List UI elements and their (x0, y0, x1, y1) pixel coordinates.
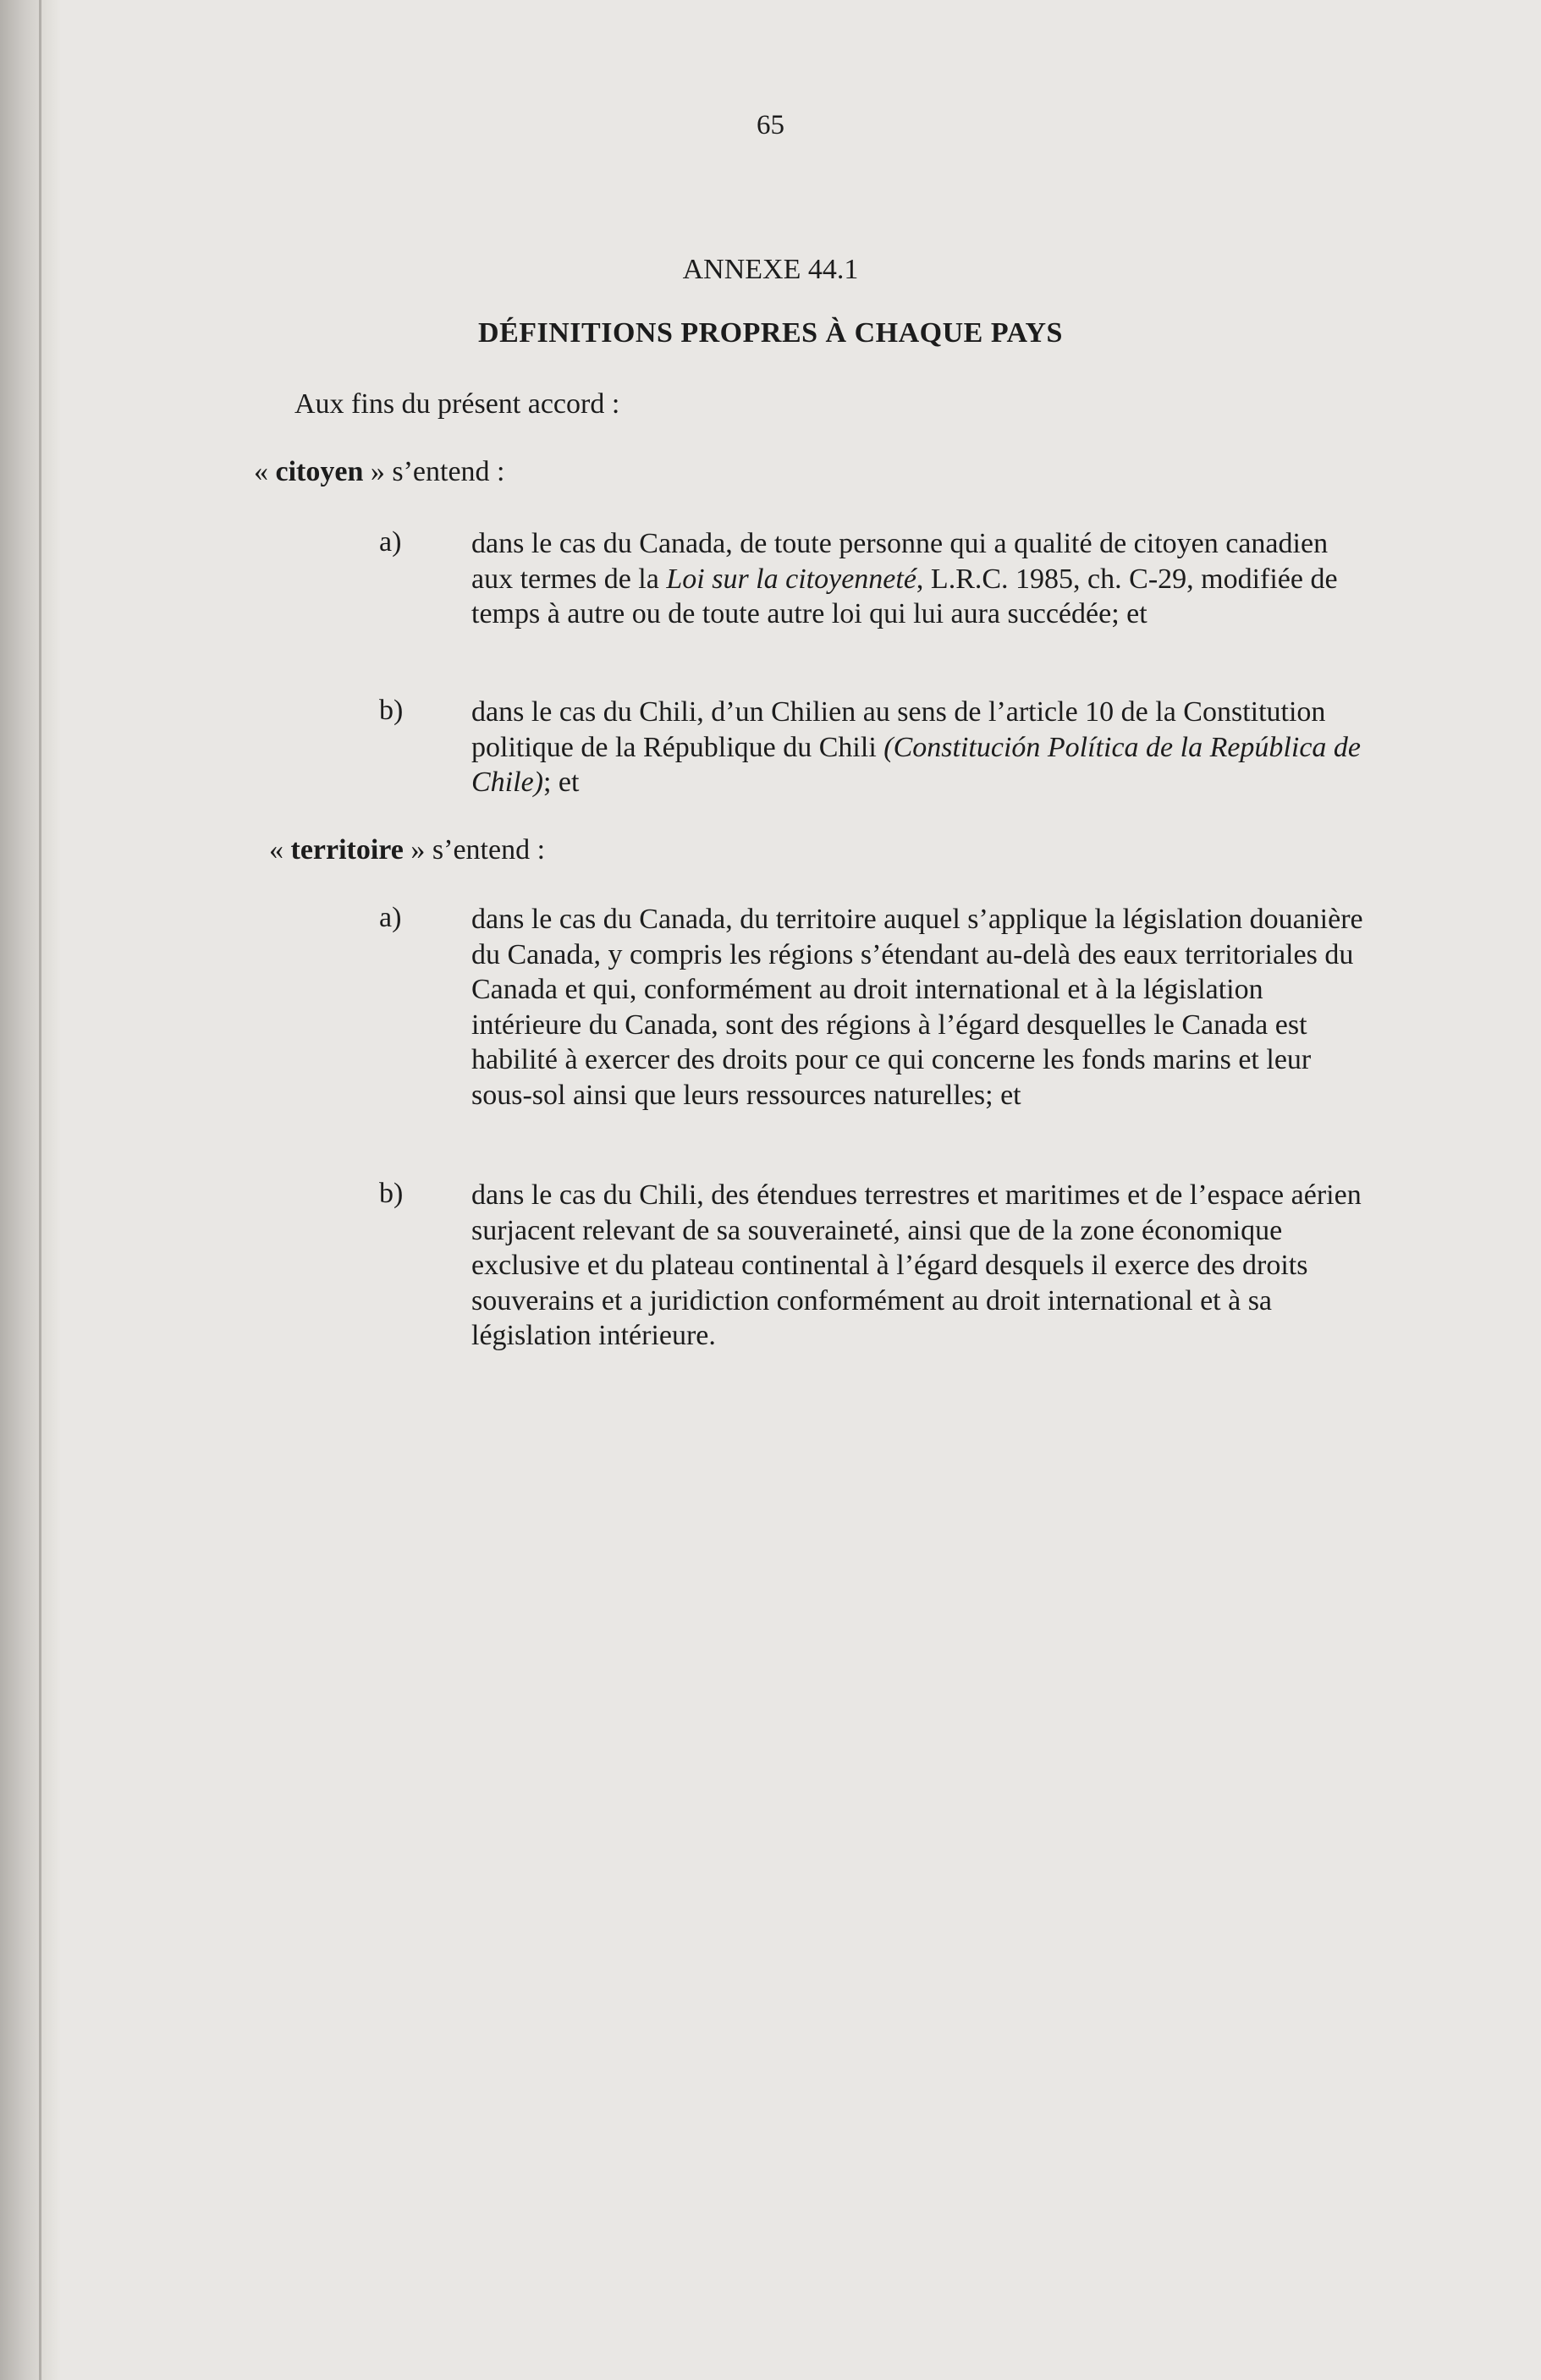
book-binding-shadow (0, 0, 61, 2380)
close-quote: » (403, 834, 426, 866)
close-quote: » (363, 456, 385, 487)
definition-item-text (471, 526, 1367, 632)
definition-item-text: dans le cas du Canada, du territoire auquel s’applique la législation douanière du Canada, y compris les régions s’étendant au-delà des eaux territoriales du Canada et qui, conformément au droit international et à la législation intérieure du Canada, sont des régions à l’égard desquelles le Canada est habilité à exercer des droits pour ce qui concerne les fonds marins et leur sous-sol ainsi que leurs ressources naturelles; et (471, 904, 1363, 1111)
item-letter: b) (379, 695, 404, 726)
open-quote: « (269, 834, 291, 866)
text-run: dans le cas du Canada, de toute personne qui a qualité de citoyen canadien aux termes de la (471, 528, 1329, 595)
definition-heading-citoyen (254, 454, 505, 489)
defined-term: citoyen (275, 456, 364, 487)
definition-intro: s’entend : (384, 456, 505, 487)
item-letter: a) (379, 902, 402, 933)
constitution-title: (Constitución Política de la República de Chile) (471, 731, 1362, 798)
definition-item-text (471, 695, 1367, 800)
intro-paragraph: Aux fins du présent accord : (294, 388, 620, 420)
text-run: ; et (542, 767, 580, 798)
section-title: DÉFINITIONS PROPRES À CHAQUE PAYS (478, 317, 1063, 349)
page-number: 65 (757, 110, 784, 140)
definition-heading-territoire (269, 833, 545, 867)
item-letter: a) (379, 526, 402, 558)
open-quote: « (254, 456, 276, 487)
definition-intro: s’entend : (425, 834, 546, 866)
item-letter: b) (379, 1178, 404, 1209)
annex-title: ANNEXE 44.1 (682, 254, 859, 285)
binding-edge-line (39, 0, 41, 2380)
definition-item-text: dans le cas du Chili, des étendues terrestres et maritimes et de l’espace aérien surjacent relevant de sa souveraineté, ainsi que de la zone économique exclusive et du plateau continental à l’égard desquels il exerce des droits souverains et a juridiction conformément au droit international et à sa législation intérieure. (471, 1179, 1362, 1351)
law-title: Loi sur la citoyenneté (666, 563, 916, 595)
text-run: , L.R.C. 1985, ch. C-29, modifiée de temps à autre ou de toute autre loi qui lui aura succédée; et (471, 563, 1338, 629)
text-run: dans le cas du Chili, d’un Chilien au sens de l’article 10 de la Constitution politique de la République du Chili (471, 696, 1326, 763)
defined-term: territoire (290, 834, 404, 866)
